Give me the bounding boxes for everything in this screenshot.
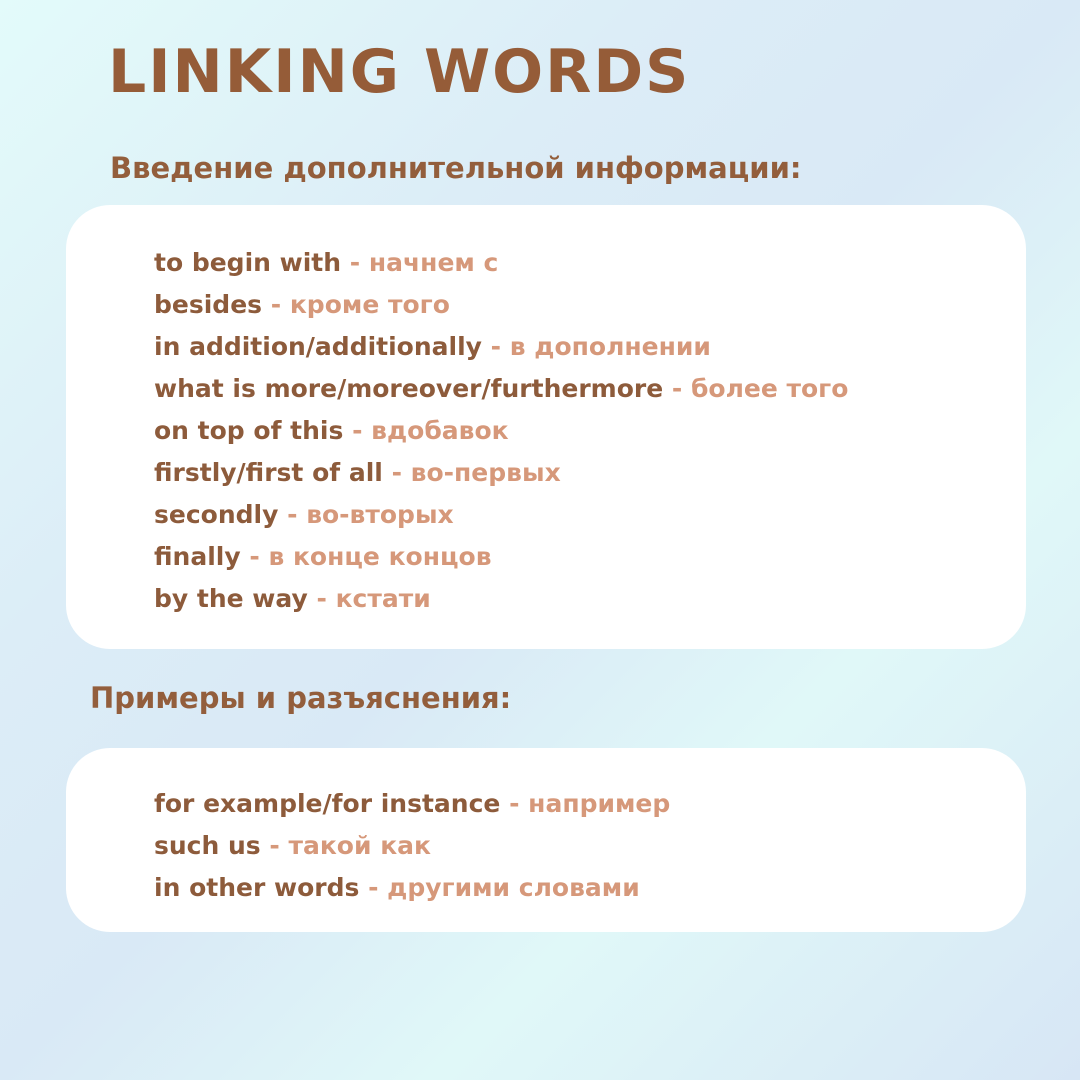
list-item [154,867,1026,909]
section-heading-examples: Примеры и разъяснения: [90,681,512,715]
section-heading-additional-info: Введение дополнительной информации: [110,151,802,185]
translation: начнем с [368,248,499,277]
term: in addition/additionally [154,332,482,361]
term: on top of this [154,416,344,445]
term: such us [154,831,261,860]
list-item [154,410,1026,452]
list-item [154,368,1026,410]
card-additional-info [66,205,1026,649]
separator: - [382,458,411,487]
translation: в дополнении [509,332,711,361]
separator: - [341,248,369,277]
separator: - [500,789,529,818]
separator: - [307,584,336,613]
list-item [154,783,1026,825]
translation: во-вторых [306,500,454,529]
translation: например [528,789,671,818]
translation: во-первых [410,458,561,487]
term: firstly/first of all [154,458,383,487]
list-item [154,494,1026,536]
list-item [154,578,1026,620]
separator: - [343,416,372,445]
translation: кстати [335,584,431,613]
translation: такой как [288,831,432,860]
list-item [154,536,1026,578]
page-title: LINKING WORDS [108,37,691,107]
card-examples [66,748,1026,932]
translation: более того [690,374,849,403]
separator: - [359,873,388,902]
translation: другими словами [387,873,640,902]
separator: - [240,542,269,571]
list-item [154,825,1026,867]
translation: вдобавок [371,416,509,445]
term: what is more/moreover/furthermore [154,374,664,403]
translation: в конце концов [268,542,492,571]
translation: кроме того [289,290,450,319]
term: secondly [154,500,279,529]
separator: - [278,500,307,529]
term: finally [154,542,241,571]
term: by the way [154,584,308,613]
separator: - [481,332,510,361]
term: for example/for instance [154,789,501,818]
list-item [154,242,1026,284]
term: besides [154,290,263,319]
separator: - [260,831,289,860]
term: in other words [154,873,360,902]
list-item [154,284,1026,326]
list-item [154,452,1026,494]
list-item [154,326,1026,368]
separator: - [262,290,290,319]
separator: - [663,374,691,403]
term: to begin with [154,248,342,277]
